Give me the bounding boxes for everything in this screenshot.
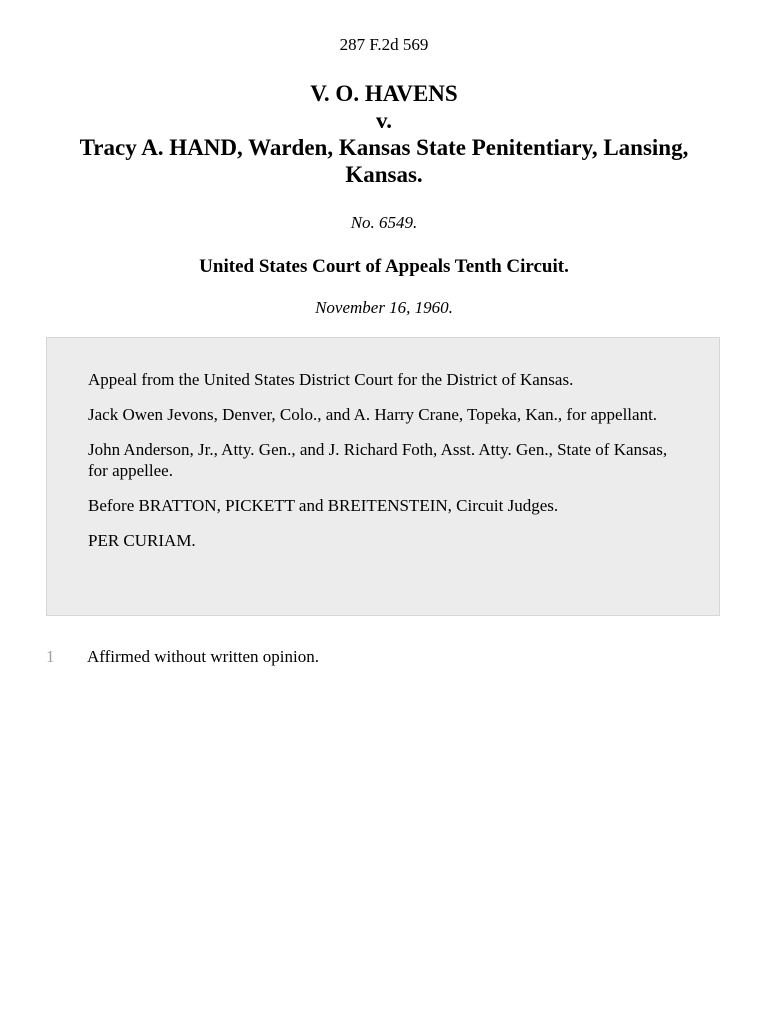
court-name: United States Court of Appeals Tenth Circuit.: [199, 256, 569, 277]
versus-label: v.: [376, 108, 392, 133]
prelim-appeal-from: Appeal from the United States District Court for the District of Kansas.: [88, 370, 574, 389]
appellant-name: V. O. HAVENS: [310, 81, 458, 106]
case-citation: 287 F.2d 569: [339, 35, 429, 54]
appellee-name: Tracy A. HAND, Warden, Kansas State Penitentiary, Lansing, Kansas.: [79, 135, 689, 187]
paragraph-number: 1: [46, 647, 55, 666]
prelim-judges: Before BRATTON, PICKETT and BREITENSTEIN, Circuit Judges.: [88, 496, 559, 515]
prelim-appellant-counsel: Jack Owen Jevons, Denver, Colo., and A. Harry Crane, Topeka, Kan., for appellant.: [88, 405, 658, 424]
prelim-per-curiam: PER CURIAM.: [88, 531, 196, 550]
docket-number: No. 6549.: [350, 213, 418, 232]
paragraph-text: Affirmed without written opinion.: [87, 647, 319, 666]
prelims-box: [46, 337, 720, 616]
case-title: [40, 80, 728, 188]
prelim-appellee-counsel: John Anderson, Jr., Atty. Gen., and J. Richard Foth, Asst. Atty. Gen., State of Kansas, for appellee.: [88, 440, 668, 480]
decision-date: November 16, 1960.: [315, 298, 453, 317]
